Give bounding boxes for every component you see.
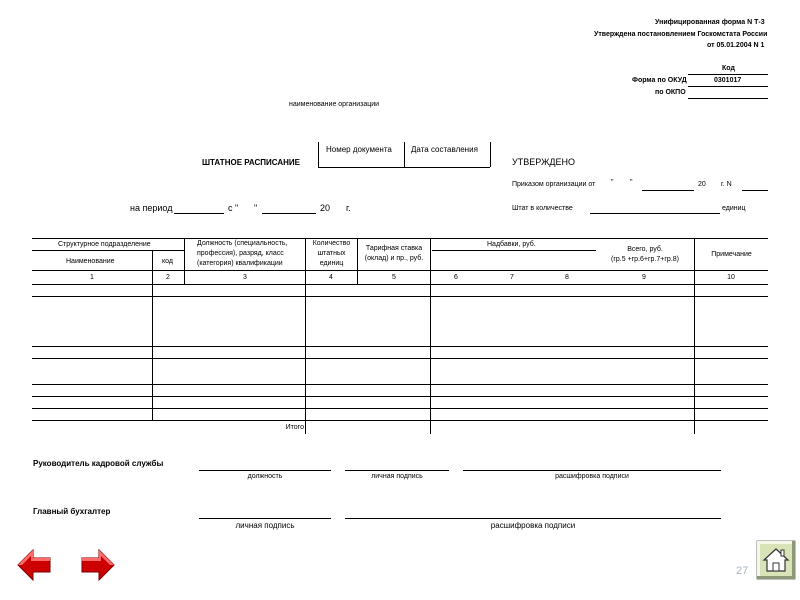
period-quote: " — [254, 203, 258, 213]
col-divider-note — [694, 238, 695, 434]
hr-signature-caption: личная подпись — [371, 473, 423, 480]
row-line-3 — [32, 358, 768, 359]
order-label: Приказом организации от — [512, 181, 596, 188]
okpo-label: по ОКПО — [655, 89, 686, 96]
hr-decoding-caption: расшифровка подписи — [555, 473, 629, 480]
period-label: на период — [130, 203, 173, 213]
position-header-1: Должность (специальность, — [197, 240, 288, 247]
row-line-7 — [32, 420, 768, 421]
col-number-6: 6 — [454, 274, 458, 281]
row-line-6 — [32, 408, 768, 409]
org-caption: наименование организации — [289, 101, 380, 108]
header-bottom-line — [32, 270, 768, 271]
units-label: единиц — [722, 205, 746, 212]
row-line-2 — [32, 346, 768, 347]
chief-accountant-label: Главный бухгалтер — [33, 507, 111, 516]
order-quote-open: " — [611, 179, 614, 186]
period-from: с " — [228, 203, 239, 213]
allowance-header: Надбавки, руб. — [487, 241, 536, 248]
total-header-2: (гр.5 +гр.6+гр.7+гр.8) — [610, 256, 679, 263]
count-header-3: единиц — [319, 260, 344, 267]
code-label: Код — [722, 65, 735, 72]
doc-box-left — [318, 142, 319, 167]
okud-label: Форма по ОКУД — [632, 77, 687, 84]
period-line-2 — [262, 213, 316, 214]
rate-header-2: (оклад) и пр., руб. — [364, 255, 424, 262]
okud-line — [688, 86, 768, 87]
doc-number-label: Номер документа — [326, 145, 392, 154]
subdivision-header: Структурное подразделение — [58, 241, 151, 248]
accountant-signature-caption: личная подпись — [235, 521, 295, 530]
col-numbers-bottom-line — [32, 284, 768, 285]
col-divider-position — [184, 238, 185, 284]
col-divider-code — [152, 250, 153, 420]
col-number-7: 7 — [510, 274, 514, 281]
doc-box-bottom — [318, 167, 490, 168]
form-line-1: Унифицированная форма N Т-3 — [655, 19, 765, 26]
position-header-3: (категория) квалификации — [197, 260, 283, 267]
row-line-5 — [32, 396, 768, 397]
col-number-1: 1 — [90, 274, 94, 281]
form-line-2: Утверждена постановлением Госкомстата России — [594, 31, 768, 38]
period-line-1 — [174, 213, 224, 214]
code-header: код — [162, 258, 173, 265]
okud-value: 0301017 — [714, 77, 742, 84]
page-number: 27 — [736, 565, 749, 577]
code-top-line — [688, 74, 768, 75]
col-number-2: 2 — [166, 274, 170, 281]
form-line-3: от 05.01.2004 N 1 — [707, 42, 765, 49]
hr-position-caption: должность — [247, 473, 283, 480]
home-icon — [756, 540, 796, 580]
order-date-line — [642, 190, 694, 191]
col-number-9: 9 — [642, 274, 646, 281]
position-header-2: профессия), разряд, класс — [197, 250, 284, 257]
col-number-4: 4 — [329, 274, 333, 281]
period-year: 20 — [320, 203, 331, 213]
arrow-left-icon — [16, 548, 52, 582]
row-line-4 — [32, 384, 768, 385]
order-number-suffix: г. N — [721, 181, 732, 188]
hr-head-label: Руководитель кадровой службы — [33, 459, 164, 468]
allowance-sub-line — [432, 250, 596, 251]
col-number-5: 5 — [392, 274, 396, 281]
total-label: Итого — [285, 424, 304, 431]
staff-line — [590, 213, 720, 214]
home-button[interactable] — [756, 540, 796, 580]
name-header: Наименование — [66, 258, 115, 265]
col-divider-allowance — [430, 238, 431, 434]
table-top-border — [32, 238, 768, 239]
accountant-signature-line — [199, 518, 331, 519]
count-header-1: Количество — [312, 240, 351, 247]
hr-position-line — [199, 470, 331, 471]
row-line-1 — [32, 296, 768, 297]
subdivision-sub-line — [32, 250, 184, 251]
okpo-line — [688, 98, 768, 99]
order-number-line — [742, 190, 768, 191]
back-button[interactable] — [16, 548, 52, 582]
col-number-10: 10 — [727, 274, 735, 281]
staff-label: Штат в количестве — [512, 205, 573, 212]
col-number-8: 8 — [565, 274, 569, 281]
order-year: 20 — [698, 181, 706, 188]
doc-date-label: Дата составления — [411, 145, 478, 154]
arrow-right-icon — [80, 548, 116, 582]
order-quote-close: " — [630, 179, 633, 186]
doc-title: ШТАТНОЕ РАСПИСАНИЕ — [202, 158, 300, 167]
hr-decoding-line — [463, 470, 721, 471]
rate-header-1: Тарифная ставка — [365, 245, 423, 252]
count-header-2: штатных — [317, 250, 346, 257]
forward-button[interactable] — [80, 548, 116, 582]
accountant-decoding-caption: расшифровка подписи — [490, 521, 576, 530]
col-number-3: 3 — [243, 274, 247, 281]
period-year-suffix: г. — [346, 203, 351, 213]
doc-box-right — [490, 142, 491, 167]
accountant-decoding-line — [345, 518, 721, 519]
approved-label: УТВЕРЖДЕНО — [512, 157, 576, 167]
note-header: Примечание — [711, 251, 752, 258]
total-header-1: Всего, руб. — [627, 246, 663, 253]
doc-box-mid — [404, 142, 405, 167]
hr-signature-line — [345, 470, 449, 471]
